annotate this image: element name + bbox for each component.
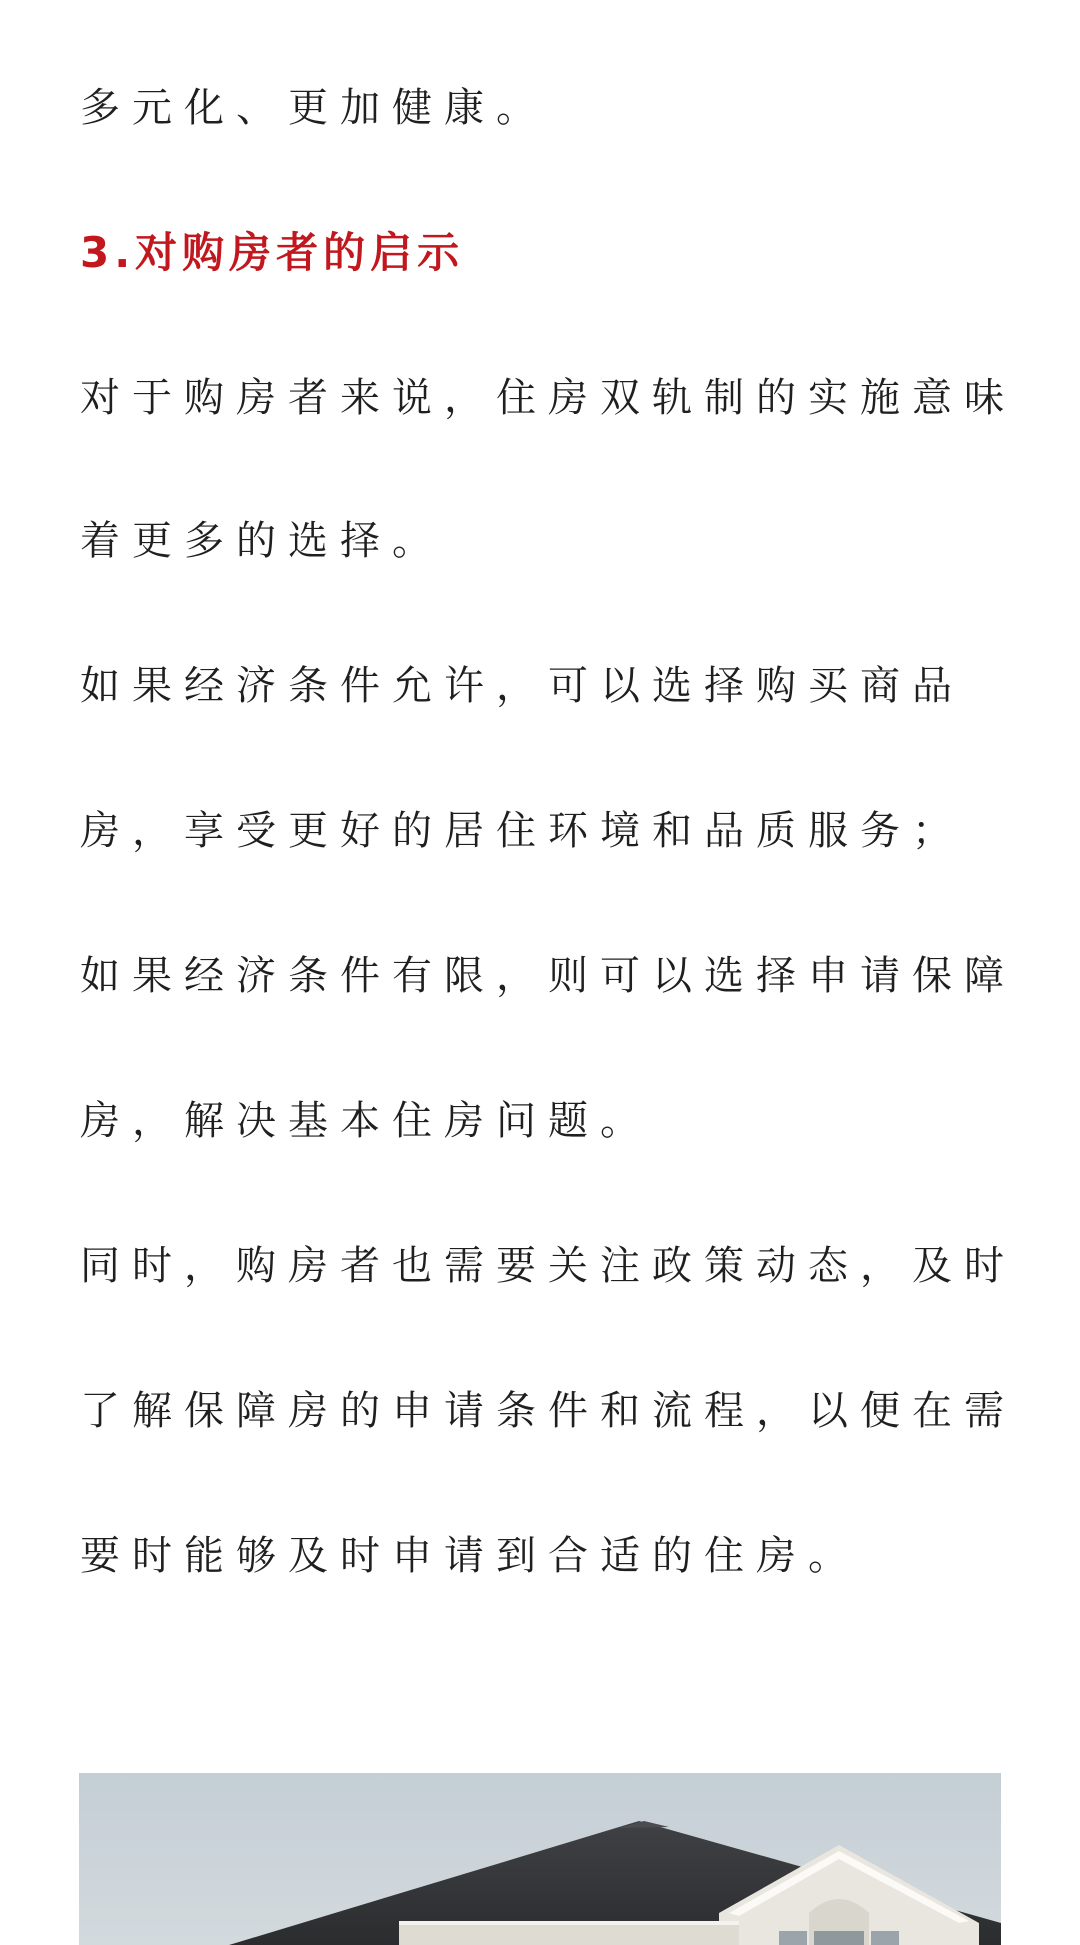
- paragraph-line: 着更多的选择。: [80, 518, 444, 564]
- paragraph-line: 了解保障房的申请条件和流程，以便在需: [80, 1388, 1016, 1434]
- house-photo: [79, 1773, 1001, 1945]
- paragraph-line: 如果经济条件有限，则可以选择申请保障: [80, 953, 1016, 999]
- paragraph-line: 房，享受更好的居住环境和品质服务；: [80, 808, 964, 854]
- paragraph-line: 同时，购房者也需要关注政策动态，及时: [80, 1243, 1016, 1289]
- paragraph-line: 要时能够及时申请到合适的住房。: [80, 1533, 860, 1579]
- section-heading: 3.对购房者的启示: [80, 228, 465, 277]
- paragraph-line: 如果经济条件允许，可以选择购买商品: [80, 663, 964, 709]
- paragraph-line: 多元化、更加健康。: [80, 85, 548, 131]
- paragraph-line: 房，解决基本住房问题。: [80, 1098, 652, 1144]
- paragraph-line: 对于购房者来说，住房双轨制的实施意味: [80, 375, 1016, 421]
